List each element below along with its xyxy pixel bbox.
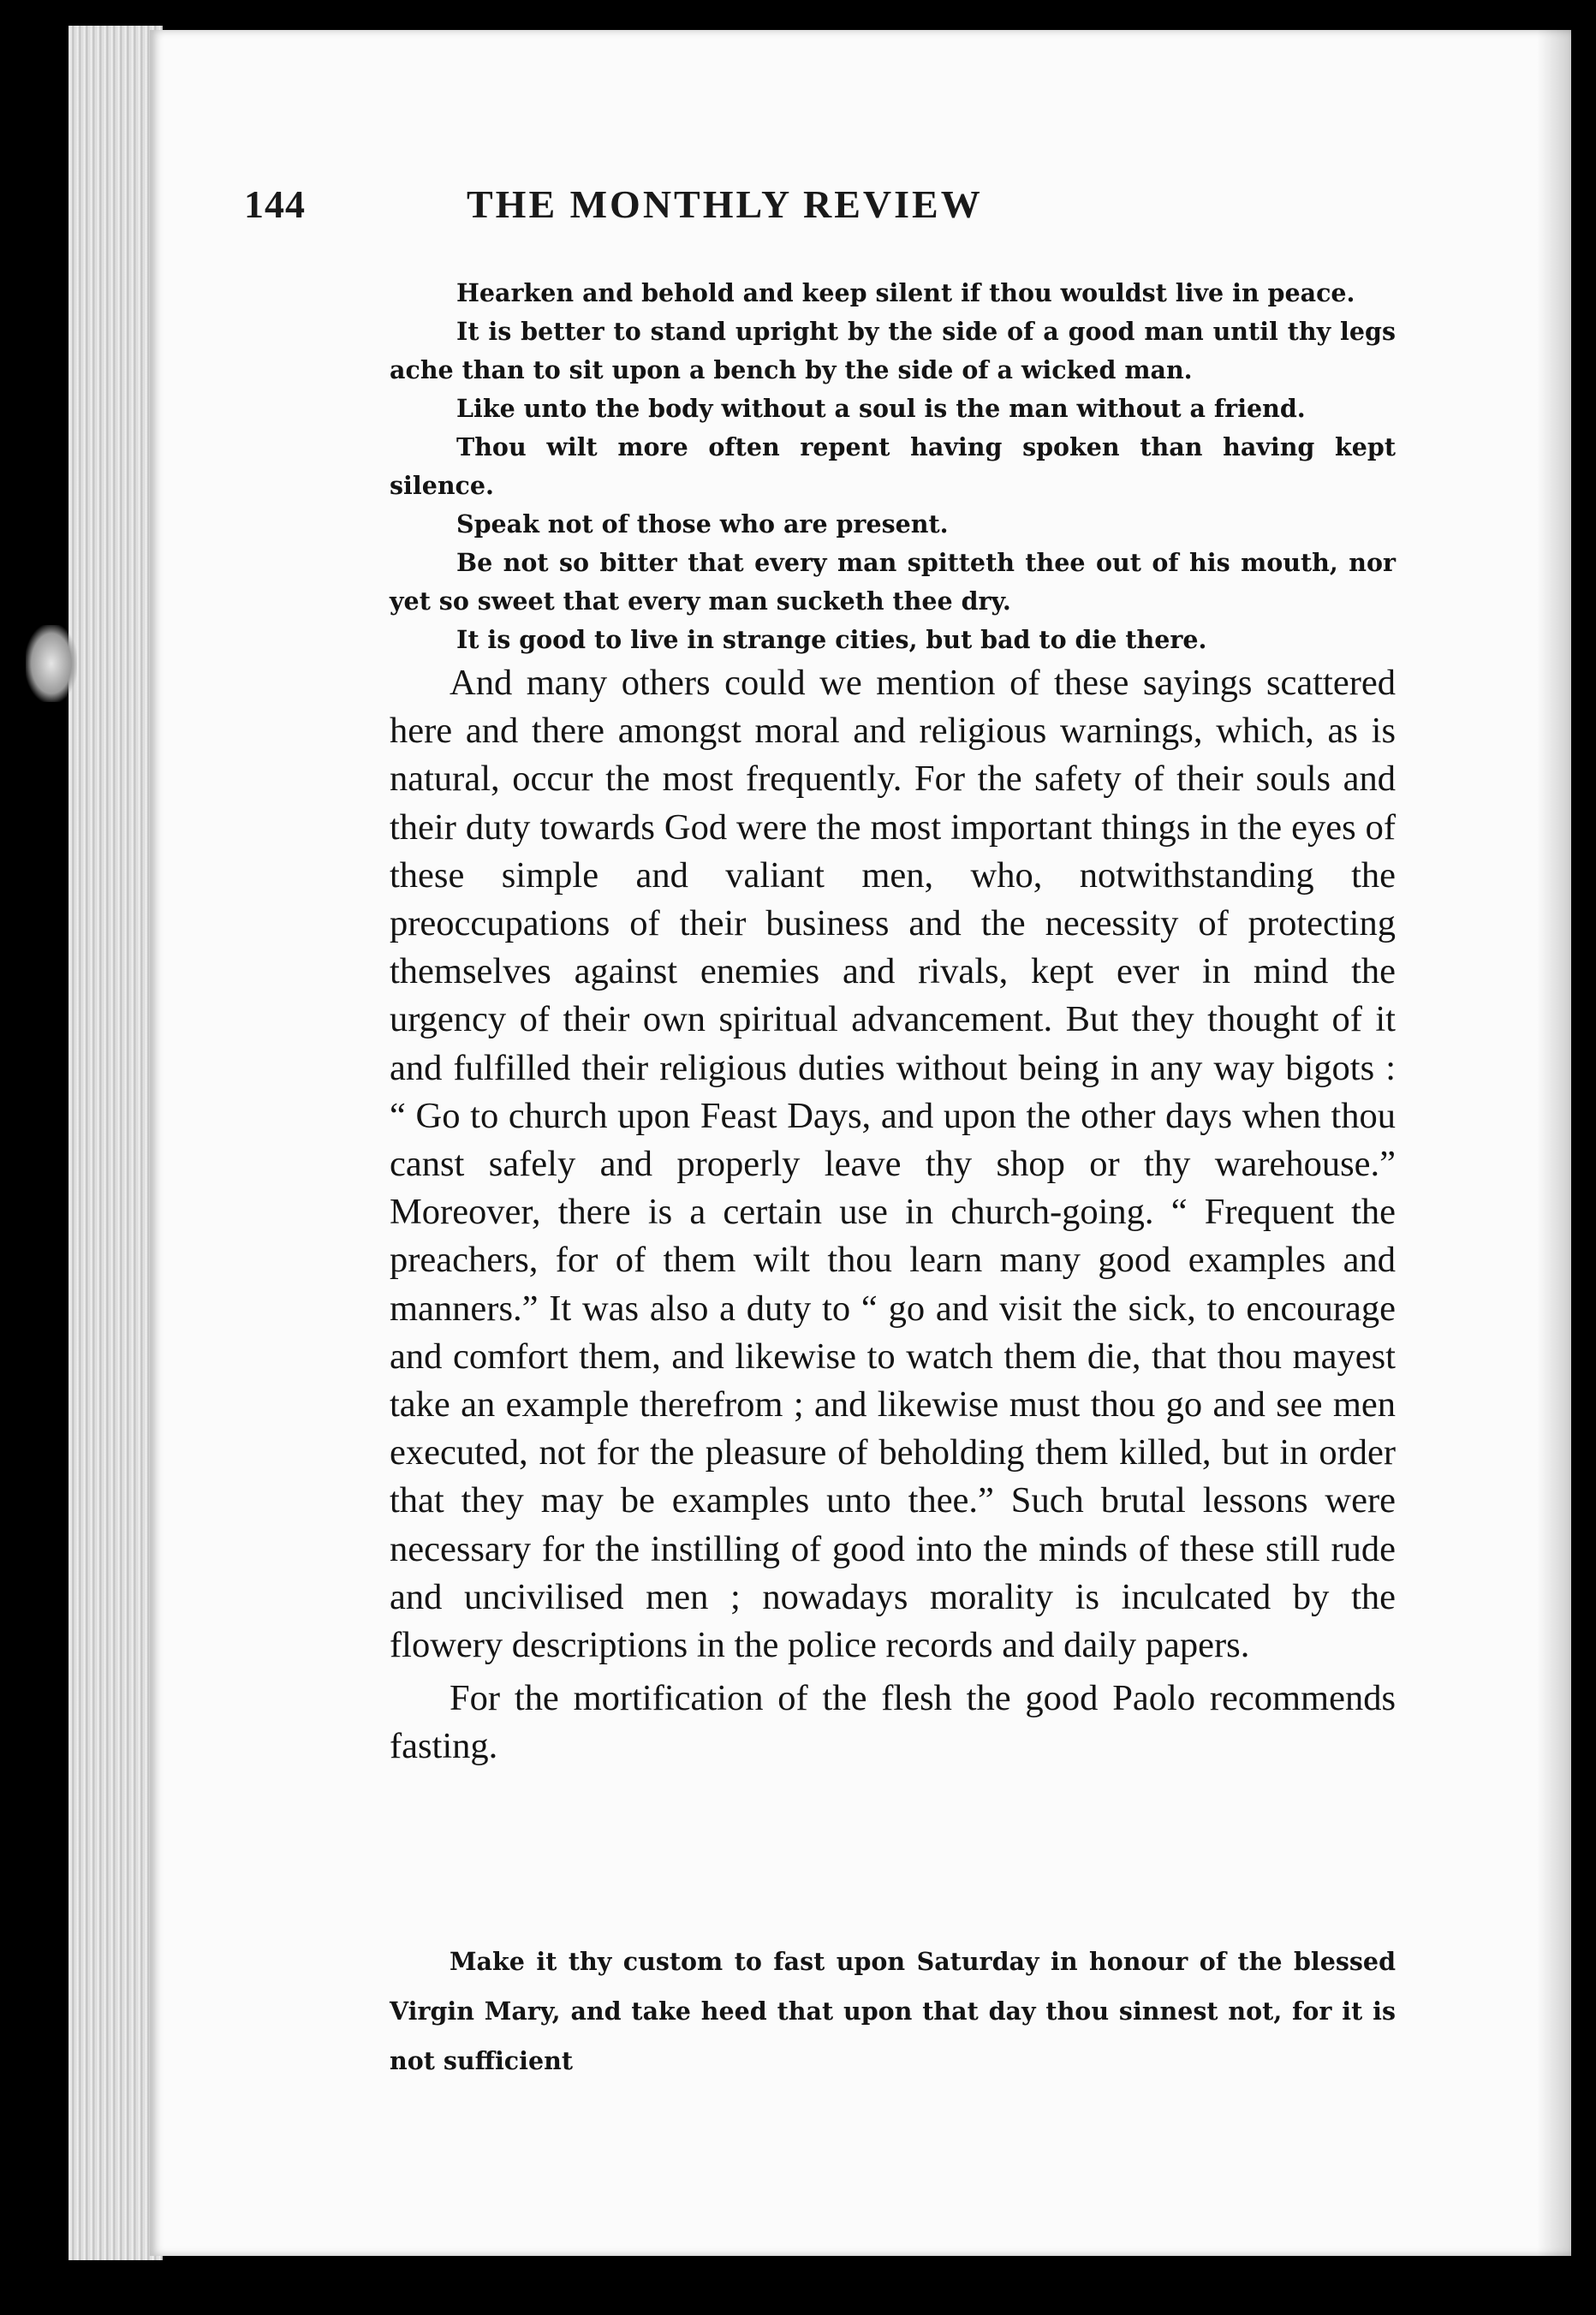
maxim: Be not so bitter that every man spitteth thee out of his mouth, nor yet so sweet that every man sucketh thee dry. [390,548,1396,616]
closing-quote-block [390,1937,1396,2086]
page-number: 144 [244,182,306,226]
running-head [244,182,1194,259]
maxim: Hearken and behold and keep silent if thou wouldst live in peace. [456,278,1355,307]
maxim: Thou wilt more often repent having spoken than having kept silence. [390,432,1396,500]
body-paragraph: And many others could we mention of these sayings scattered here and there amongst moral and religious warnings, which, as is natural, occur the most frequently. For the safety of their souls and their duty towards God were the most important things in the eyes of these simple and valiant men, who, notwithstanding the preoccupations of their business and the necessity of protecting themselves against enemies and rivals, kept ever in mind the urgency of their own spiritual advancement. But they thought of it and fulfilled their religious duties without being in any way bigots : “ Go to church upon Feast Days, and upon the other days when thou canst safely and properly leave thy shop or thy warehouse.” Moreover, there is a certain use in church-going. “ Frequent the preachers, for of them wilt thou learn many good examples and manners.” It was also a duty to “ go and visit the sick, to encourage and comfort them, and likewise to watch them die, that thou mayest take an example therefrom ; and likewise must thou go and see men executed, not for the pleasure of beholding them killed, but in order that they may be examples unto thee.” Such brutal lessons were necessary for the instilling of good into the minds of these still rude and uncivilised men ; nowadays morality is inculcated by the flowery descriptions in the police records and daily papers. [390,663,1396,1666]
closing-quote: Make it thy custom to fast upon Saturday in honour of the blessed Virgin Mary, and take heed that upon that day thou sinnest not, for it is not sufficient [390,1947,1396,2075]
body-paragraph: For the mortification of the flesh the good Paolo recommends fasting. [390,1678,1396,1767]
page-gutter-shadow [1537,30,1571,2256]
maxim: It is better to stand upright by the side of a good man until thy legs ache than to sit upon a bench by the side of a wicked man. [390,317,1396,384]
maxim: Like unto the body without a soul is the man without a friend. [456,394,1306,423]
scan-smudge [26,625,77,702]
journal-title: THE MONTHLY REVIEW [467,182,983,226]
book-page-edges [68,26,163,2260]
maxim: Speak not of those who are present. [456,509,949,539]
body-text [390,659,1396,1776]
maxims-block [390,274,1396,659]
maxim: It is good to live in strange cities, but bad to die there. [456,625,1207,654]
